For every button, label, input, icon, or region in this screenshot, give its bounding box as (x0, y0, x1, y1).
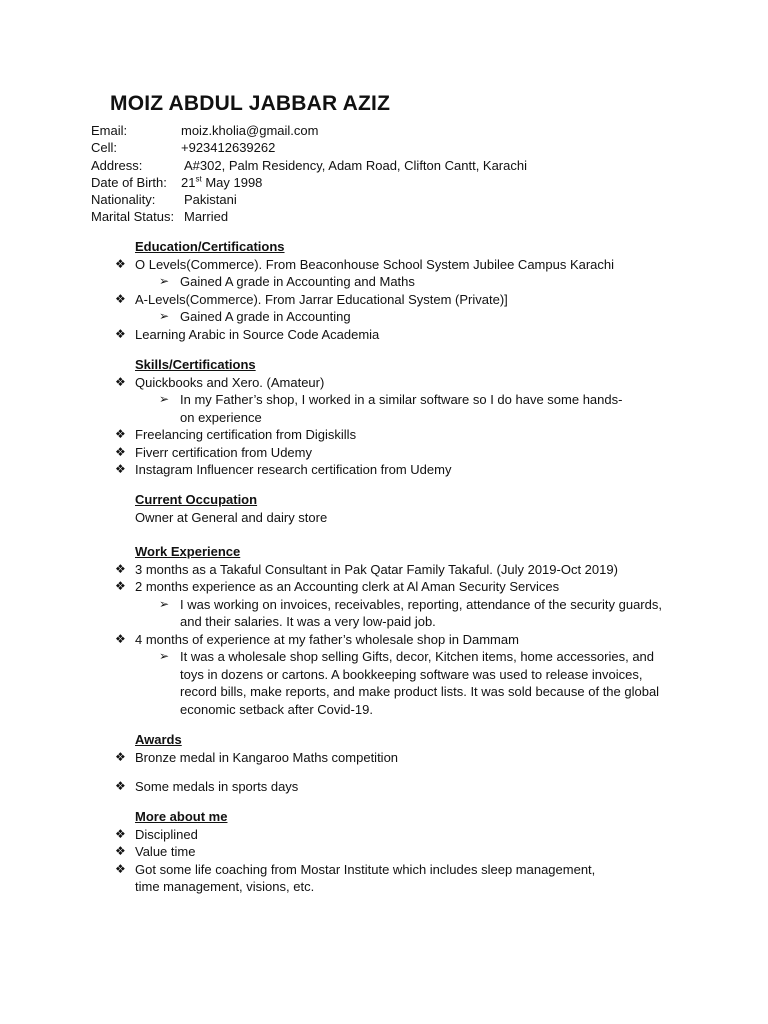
list-item: ➢ Gained A grade in Accounting and Maths (159, 274, 415, 289)
cell-value: +923412639262 (181, 140, 276, 156)
email-row (91, 122, 711, 139)
arrow-bullet-icon: ➢ (159, 649, 170, 663)
diamond-bullet-icon: ❖ (115, 749, 126, 764)
list-item: ❖ 3 months as a Takaful Consultant in Pak Qatar Family Takaful. (July 2019-Oct 2019) (115, 561, 618, 577)
arrow-bullet-icon: ➢ (159, 309, 170, 323)
list-item: ➢ It was a wholesale shop selling Gifts, decor, Kitchen items, home accessories, and toys in dozens or cartons. A bookkeeping software was used to release invoices, record bills, make reports, and make product lists. It was sold because of the global economic setback after Covid-19. (159, 649, 660, 717)
occupation-text: Owner at General and dairy store (135, 509, 328, 525)
occupation-section (110, 491, 710, 526)
dob-rest: May 1998 (201, 174, 263, 190)
cell-row (91, 139, 711, 156)
list-item: ❖ Disciplined (115, 826, 198, 842)
email-label: Email: (91, 123, 128, 138)
awards-heading: Awards (135, 732, 182, 747)
awards-section (110, 731, 710, 796)
diamond-bullet-icon: ❖ (115, 861, 126, 876)
marital-value: Married (184, 209, 229, 225)
work-heading: Work Experience (135, 544, 241, 559)
list-item: ❖ 2 months experience as an Accounting clerk at Al Aman Security Services ➢ I was working on invoices, receivables, reporting, attendance of the security guards, and their salaries. It was a very low-paid job. (110, 578, 710, 631)
address-value: A#302, Palm Residency, Adam Road, Clifton Cantt, Karachi (184, 157, 527, 173)
list-item: ❖ Fiverr certification from Udemy (115, 444, 312, 460)
dob-value (181, 174, 262, 191)
diamond-bullet-icon: ❖ (115, 462, 126, 476)
cell-label: Cell: (91, 140, 118, 156)
list-item: ❖ Quickbooks and Xero. (Amateur) ➢ In my Father’s shop, I worked in a similar software so I do have some hands-on experience (110, 374, 710, 427)
dob-suffix: st (195, 174, 202, 184)
marital-row (91, 208, 711, 225)
education-heading: Education/Certifications (135, 239, 285, 254)
list-item: ❖ Instagram Influencer research certification from Udemy (115, 462, 452, 477)
list-item: ➢ Gained A grade in Accounting (159, 309, 351, 324)
marital-label: Marital Status: (91, 209, 175, 225)
candidate-name: MOIZ ABDUL JABBAR AZIZ (110, 92, 391, 115)
diamond-bullet-icon: ❖ (115, 326, 126, 341)
diamond-bullet-icon: ❖ (115, 291, 126, 306)
list-item: ❖ 4 months of experience at my father’s wholesale shop in Dammam ➢ It was a wholesale shop selling Gifts, decor, Kitchen items, home accessories, and toys in dozens or cartons. A bookkeeping software was used to release invoices, record bills, make reports, and make product lists. It was sold because of the global economic setback after Covid-19. (110, 631, 710, 719)
personal-info (91, 122, 711, 226)
diamond-bullet-icon: ❖ (115, 561, 126, 576)
list-item: ❖ Learning Arabic in Source Code Academia (115, 326, 380, 342)
nationality-value: Pakistani (184, 192, 237, 208)
spacer (110, 766, 710, 778)
list-item: ❖ A-Levels(Commerce). From Jarrar Educational System (Private)] ➢ Gained A grade in Accounting (110, 291, 710, 326)
list-item: ➢ In my Father’s shop, I worked in a similar software so I do have some hands-on experience (159, 392, 623, 425)
dob-label: Date of Birth: (91, 174, 167, 190)
address-row (91, 157, 711, 174)
education-section (110, 238, 710, 343)
occupation-heading: Current Occupation (135, 492, 258, 507)
diamond-bullet-icon: ❖ (115, 631, 126, 646)
diamond-bullet-icon: ❖ (115, 256, 126, 271)
list-item: ❖ Value time (115, 844, 196, 859)
skills-heading: Skills/Certifications (135, 357, 256, 372)
list-item: ❖ O Levels(Commerce). From Beaconhouse School System Jubilee Campus Karachi ➢ Gained A grade in Accounting and Maths (110, 256, 710, 291)
list-item: ❖ Freelancing certification from Digiskills (115, 427, 357, 442)
diamond-bullet-icon: ❖ (115, 826, 126, 841)
more-heading: More about me (135, 809, 228, 824)
diamond-bullet-icon: ❖ (115, 427, 126, 441)
diamond-bullet-icon: ❖ (115, 779, 126, 793)
arrow-bullet-icon: ➢ (159, 392, 170, 406)
dob-row (91, 174, 711, 191)
work-section (110, 543, 710, 718)
email-value: moiz.kholia@gmail.com (181, 123, 319, 138)
list-item: ❖ Some medals in sports days (115, 779, 299, 794)
diamond-bullet-icon: ❖ (115, 444, 126, 459)
list-item: ❖ Bronze medal in Kangaroo Maths competition (115, 749, 399, 765)
diamond-bullet-icon: ❖ (115, 579, 126, 593)
arrow-bullet-icon: ➢ (159, 596, 170, 611)
dob-day: 21 (181, 174, 196, 190)
more-section (110, 808, 710, 896)
address-label: Address: (91, 157, 143, 173)
nationality-label: Nationality: (91, 192, 156, 208)
list-item: ➢ I was working on invoices, receivables, reporting, attendance of the security guards, and their salaries. It was a very low-paid job. (159, 596, 662, 629)
diamond-bullet-icon: ❖ (115, 844, 126, 858)
arrow-bullet-icon: ➢ (159, 274, 170, 288)
nationality-row (91, 191, 711, 208)
list-item: ❖ Got some life coaching from Mostar Institute which includes sleep management, time management, visions, etc. (115, 861, 596, 894)
skills-section (110, 356, 710, 479)
diamond-bullet-icon: ❖ (115, 374, 126, 389)
